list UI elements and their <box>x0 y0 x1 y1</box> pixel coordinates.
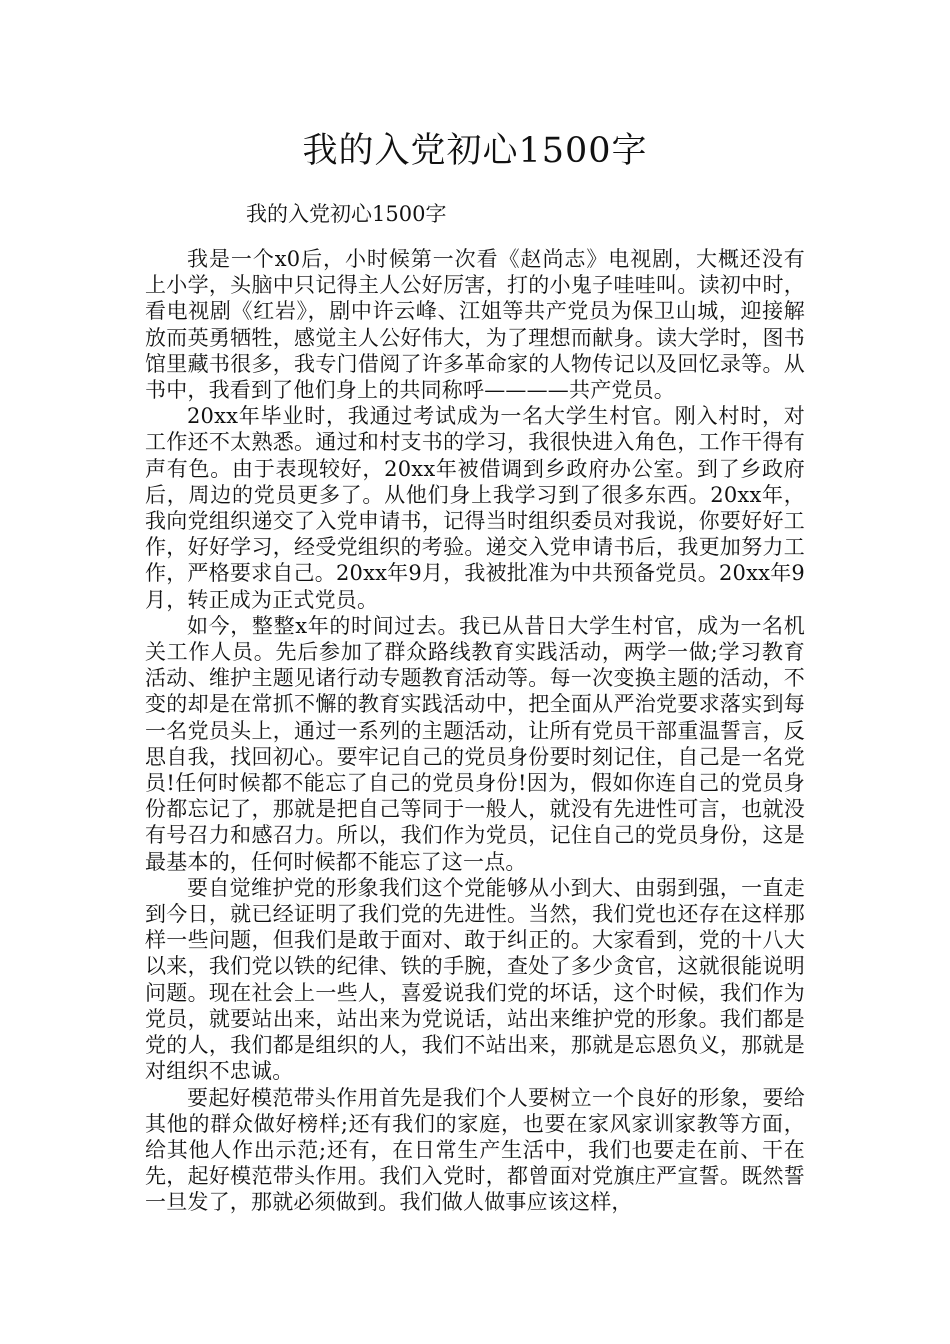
document-subtitle: 我的入党初心1500字 <box>246 202 447 226</box>
paragraph: 我是一个x0后，小时候第一次看《赵尚志》电视剧，大概还没有上小学，头脑中只记得主人公好厉害，打的小鬼子哇哇叫。读初中时，看电视剧《红岩》，剧中许云峰、江姐等共产党员为保卫山城，迎接解放而英勇牺牲，感觉主人公好伟大，为了理想而献身。读大学时，图书馆里藏书很多，我专门借阅了许多革命家的人物传记以及回忆录等。从书中，我看到了他们身上的共同称呼————共产党员。 <box>145 247 805 403</box>
paragraph: 如今，整整x年的时间过去。我已从昔日大学生村官，成为一名机关工作人员。先后参加了群众路线教育实践活动，两学一做;学习教育活动、维护主题见诸行动专题教育活动等。每一次变换主题的活动，不变的却是在常抓不懈的教育实践活动中，把全面从严治党要求落实到每一名党员头上，通过一系列的主题活动，让所有党员干部重温誓言，反思自我，找回初心。要牢记自己的党员身份要时刻记住，自己是一名党员!任何时候都不能忘了自己的党员身份!因为，假如你连自己的党员身份都忘记了，那就是把自己等同于一般人，就没有先进性可言，也就没有号召力和感召力。所以，我们作为党员，记住自己的党员身份，这是最基本的，任何时候都不能忘了这一点。 <box>145 613 805 874</box>
paragraph: 20xx年毕业时，我通过考试成为一名大学生村官。刚入村时，对工作还不太熟悉。通过和村支书的学习，我很快进入角色，工作干得有声有色。由于表现较好，20xx年被借调到乡政府办公室。到了乡政府后，周边的党员更多了。从他们身上我学习到了很多东西。20xx年，我向党组织递交了入党申请书，记得当时组织委员对我说，你要好好工作，好好学习，经受党组织的考验。递交入党申请书后，我更加努力工作，严格要求自己。20xx年9月，我被批准为中共预备党员。20xx年9月，转正成为正式党员。 <box>145 404 805 612</box>
document-title: 我的入党初心1500字 <box>302 131 648 171</box>
document-body <box>145 246 805 1216</box>
paragraph: 要起好模范带头作用首先是我们个人要树立一个良好的形象，要给其他的群众做好榜样;还有我们的家庭，也要在家风家训家教等方面，给其他人作出示范;还有，在日常生产生活中，我们也要走在前、干在先，起好模范带头作用。我们入党时，都曾面对党旗庄严宣誓。既然誓一旦发了，那就必须做到。我们做人做事应该这样， <box>145 1085 805 1215</box>
paragraph: 要自觉维护党的形象我们这个党能够从小到大、由弱到强，一直走到今日，就已经证明了我们党的先进性。当然，我们党也还存在这样那样一些问题，但我们是敢于面对、敢于纠正的。大家看到，党的十八大以来，我们党以铁的纪律、铁的手腕，查处了多少贪官，这就很能说明问题。现在社会上一些人，喜爱说我们党的坏话，这个时候，我们作为党员，就要站出来，站出来为党说话，站出来维护党的形象。我们都是党的人，我们都是组织的人，我们不站出来，那就是忘恩负义，那就是对组织不忠诚。 <box>145 875 805 1084</box>
